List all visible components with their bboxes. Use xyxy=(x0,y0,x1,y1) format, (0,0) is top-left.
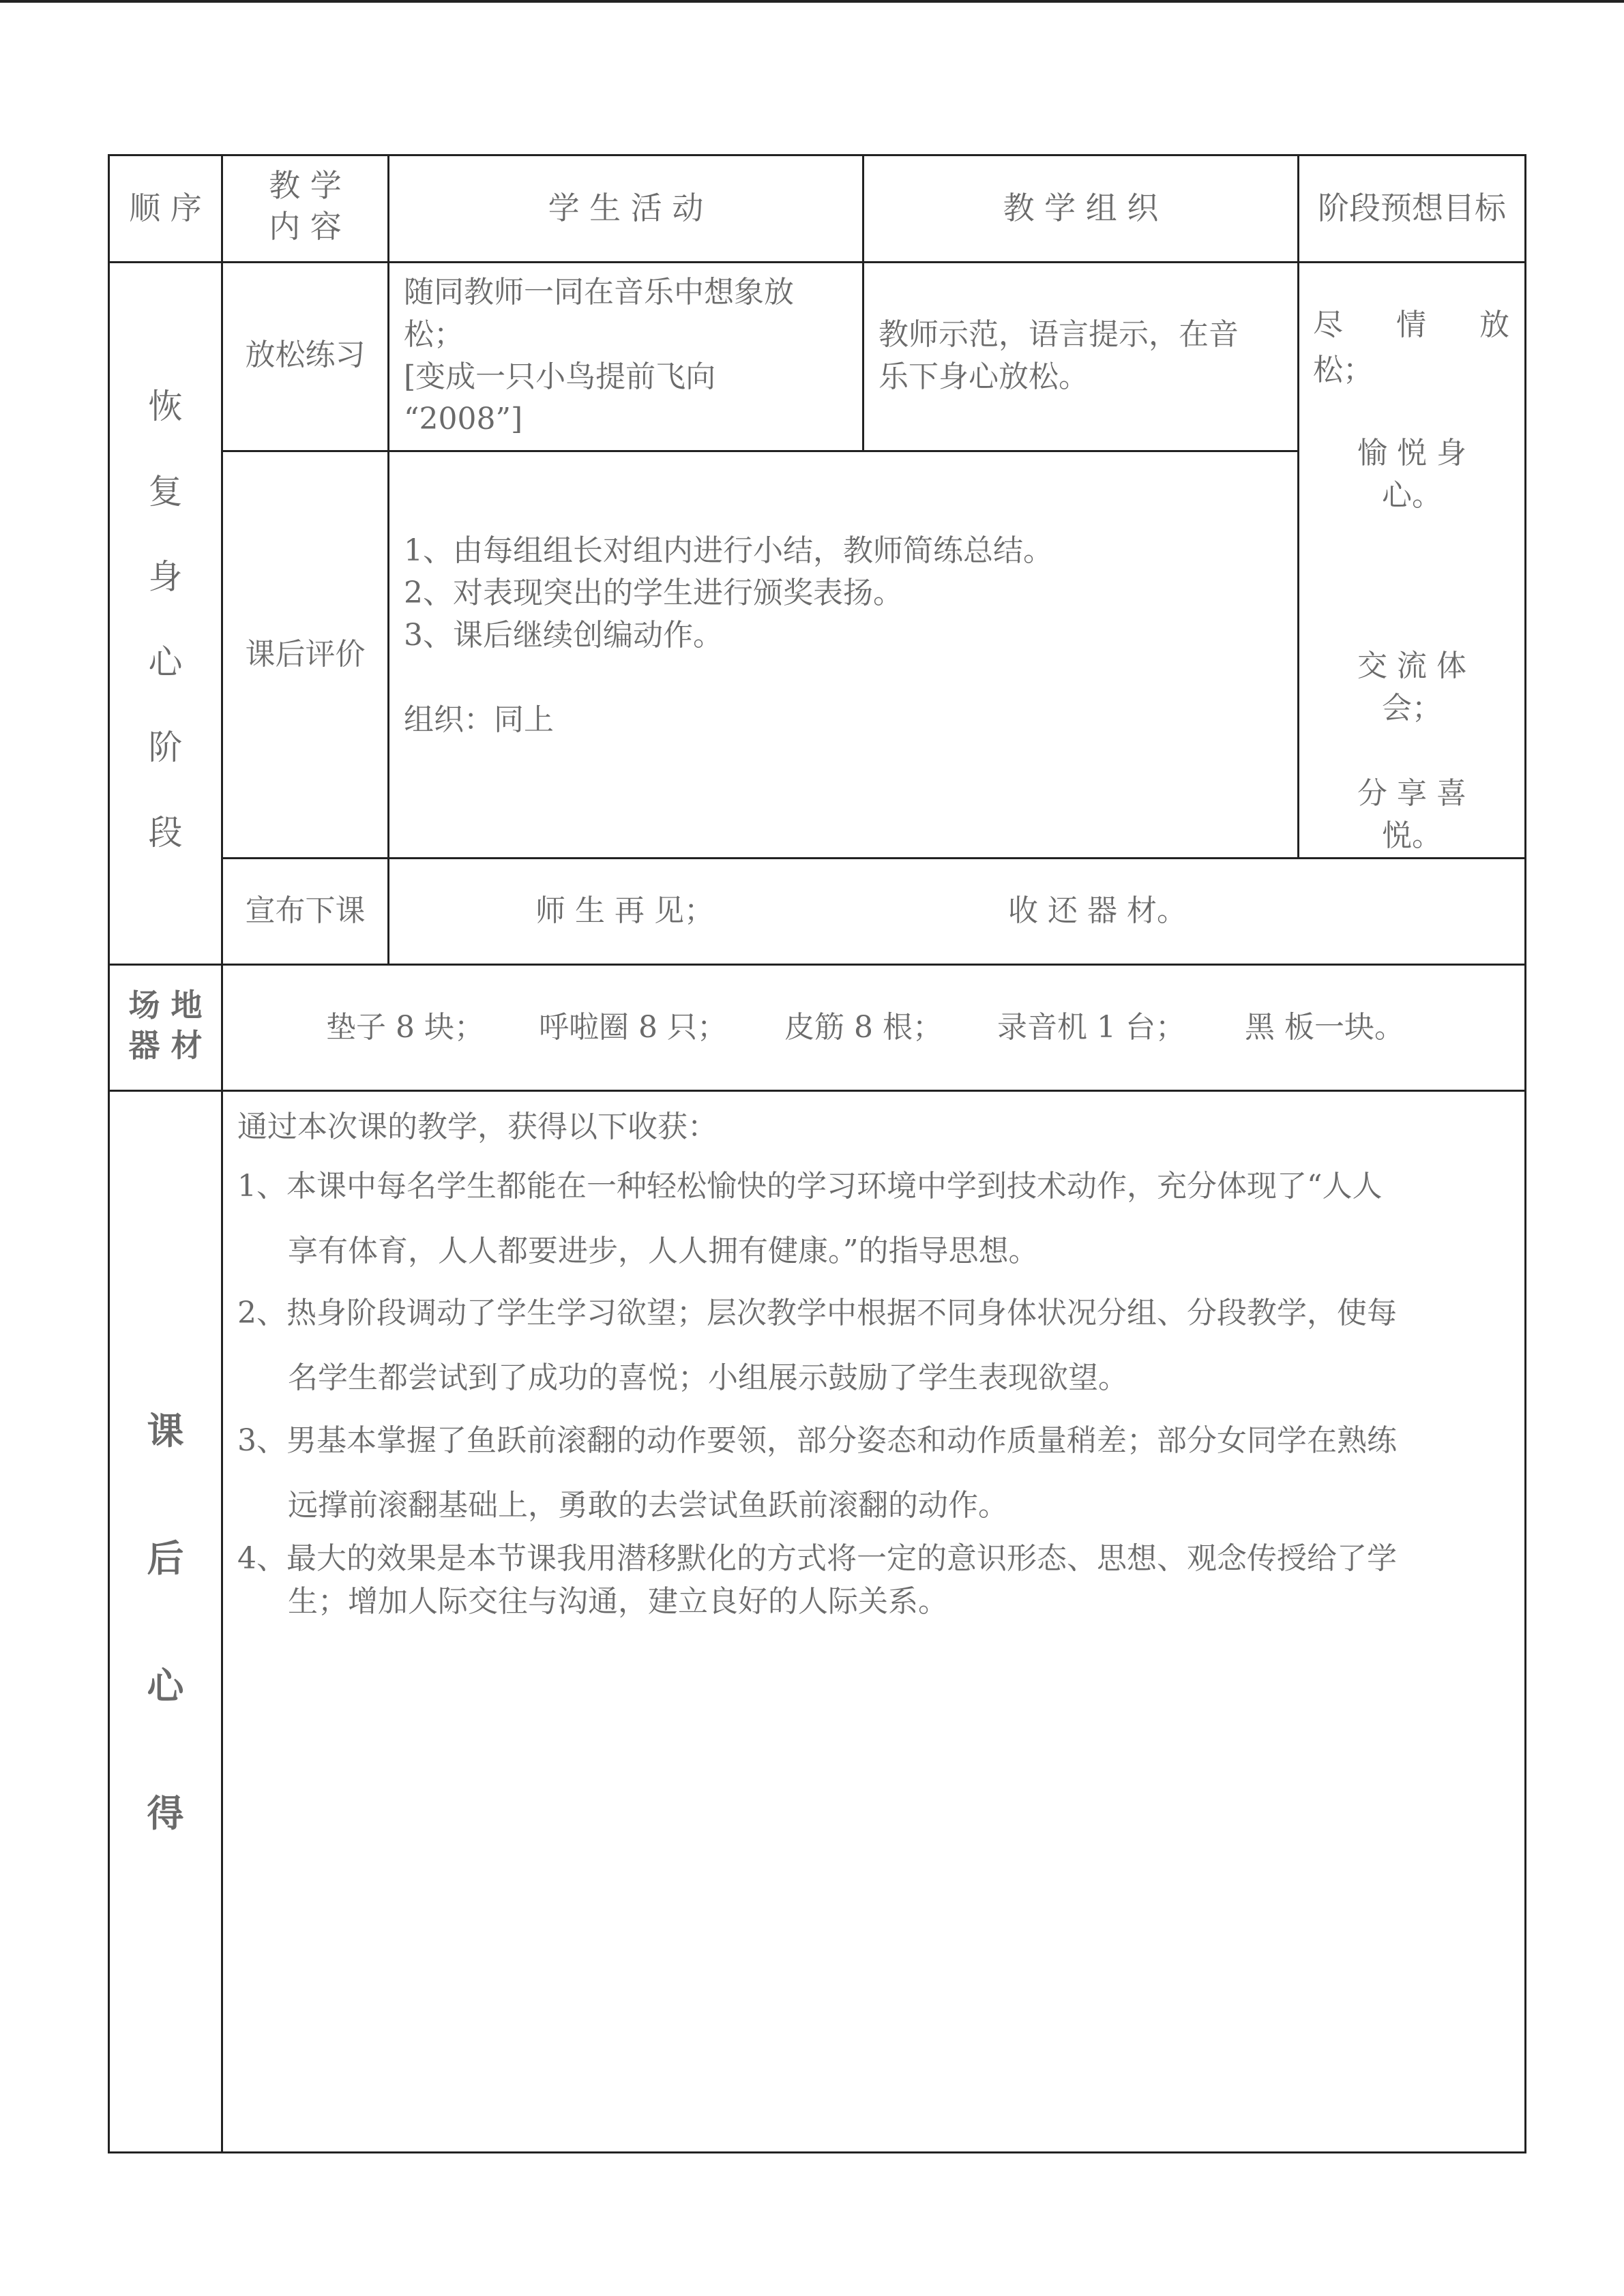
reflection-char: 课 xyxy=(147,1409,184,1452)
relax-org-line: 教师示范，语言提示，在音 xyxy=(879,317,1239,352)
reflection-paragraph-line: 3、男基本掌握了鱼跃前滚翻的动作要领，部分姿态和动作质量稍差；部分女同学在熟练 xyxy=(237,1423,1397,1458)
header-content-line2: 内 容 xyxy=(269,208,342,245)
equipment-item: 呼啦圈 8 只； xyxy=(539,1010,727,1045)
equipment-item: 垫子 8 块； xyxy=(326,1010,484,1045)
reflection-paragraph-line: 享有体育，人人都要进步，人人拥有健康。”的指导思想。 xyxy=(288,1234,1039,1268)
relax-student-line: 松； xyxy=(404,317,464,352)
evaluation-content: 课后评价 xyxy=(245,637,366,672)
goal-joy-line2: 心。 xyxy=(1382,478,1442,513)
goal-delight-line2: 悦。 xyxy=(1382,818,1442,853)
reflection-paragraph-line: 远撑前滚翻基础上，勇敢的去尝试鱼跃前滚翻的动作。 xyxy=(288,1488,1008,1523)
reflection-intro: 通过本次课的教学，获得以下收获： xyxy=(237,1109,718,1144)
evaluation-line: 2、对表现突出的学生进行颁奖表扬。 xyxy=(404,576,903,610)
relax-student-line: [变成一只小鸟提前飞向 xyxy=(404,359,716,394)
reflection-label xyxy=(110,1092,221,2151)
stage-label xyxy=(110,263,221,964)
reflection-paragraph-line: 名学生都尝试到了成功的喜悦；小组展示鼓励了学生表现欲望。 xyxy=(288,1360,1128,1395)
header-content-line1: 教 学 xyxy=(269,167,342,204)
goal-relax-char: 情 xyxy=(1396,308,1426,342)
stage-char: 阶 xyxy=(148,728,183,767)
relax-org-line: 乐下身心放松。 xyxy=(879,359,1089,394)
equipment-label-line2: 器 材 xyxy=(128,1027,203,1064)
reflection-paragraph-line: 1、本课中每名学生都能在一种轻松愉快的学习环境中学到技术动作，充分体现了“人人 xyxy=(237,1169,1383,1204)
header-teaching-org: 教 学 组 织 xyxy=(1003,190,1159,226)
goal-share-line1: 交 流 体 xyxy=(1357,648,1466,683)
equipment-item: 录音机 1 台； xyxy=(997,1010,1185,1045)
reflection-char: 后 xyxy=(147,1536,184,1580)
dismiss-goodbye: 师 生 再 见； xyxy=(535,893,714,928)
header-student-activity: 学 生 活 动 xyxy=(548,190,704,226)
reflection-paragraph-line: 2、热身阶段调动了学生学习欲望；层次教学中根据不同身体状况分组、分段教学，使每 xyxy=(237,1296,1397,1330)
stage-char: 复 xyxy=(148,472,183,511)
reflection-char: 得 xyxy=(147,1791,184,1835)
goal-relax-line2: 松； xyxy=(1313,353,1373,387)
goal-joy-line1: 愉 悦 身 xyxy=(1357,436,1466,471)
stage-char: 身 xyxy=(148,557,183,597)
equipment-item: 皮筋 8 根； xyxy=(784,1010,943,1045)
relax-student-line: 随同教师一同在音乐中想象放 xyxy=(404,275,794,310)
equipment-label-line1: 场 地 xyxy=(128,987,203,1024)
goal-relax-char: 放 xyxy=(1479,308,1509,342)
equipment-item: 黑 板一块。 xyxy=(1245,1010,1404,1045)
stage-char: 段 xyxy=(148,813,183,852)
reflection-paragraph-line: 4、最大的效果是本节课我用潜移默化的方式将一定的意识形态、思想、观念传授给了学 xyxy=(237,1541,1397,1576)
goal-delight-line1: 分 享 喜 xyxy=(1357,776,1466,811)
stage-char: 恢 xyxy=(148,387,183,426)
goal-share-line2: 会； xyxy=(1382,691,1442,726)
header-stage-goal: 阶段预想目标 xyxy=(1318,190,1506,226)
dismiss-return-equipment: 收 还 器 材。 xyxy=(1008,893,1187,928)
reflection-char: 心 xyxy=(147,1664,184,1708)
relax-student-line: “2008”] xyxy=(404,402,523,436)
page-top-border xyxy=(0,0,1624,3)
stage-char: 心 xyxy=(148,642,183,682)
header-order: 顺 序 xyxy=(129,190,202,226)
evaluation-org: 组织：同上 xyxy=(404,702,554,737)
reflection-paragraph-line: 生；增加人际交往与沟通，建立良好的人际关系。 xyxy=(288,1584,948,1619)
evaluation-line: 1、由每组组长对组内进行小结，教师简练总结。 xyxy=(404,533,1053,568)
relax-content: 放松练习 xyxy=(245,338,366,372)
dismiss-content: 宣布下课 xyxy=(245,893,366,928)
evaluation-line: 3、课后继续创编动作。 xyxy=(404,618,723,653)
goal-relax-char: 尽 xyxy=(1313,308,1343,342)
